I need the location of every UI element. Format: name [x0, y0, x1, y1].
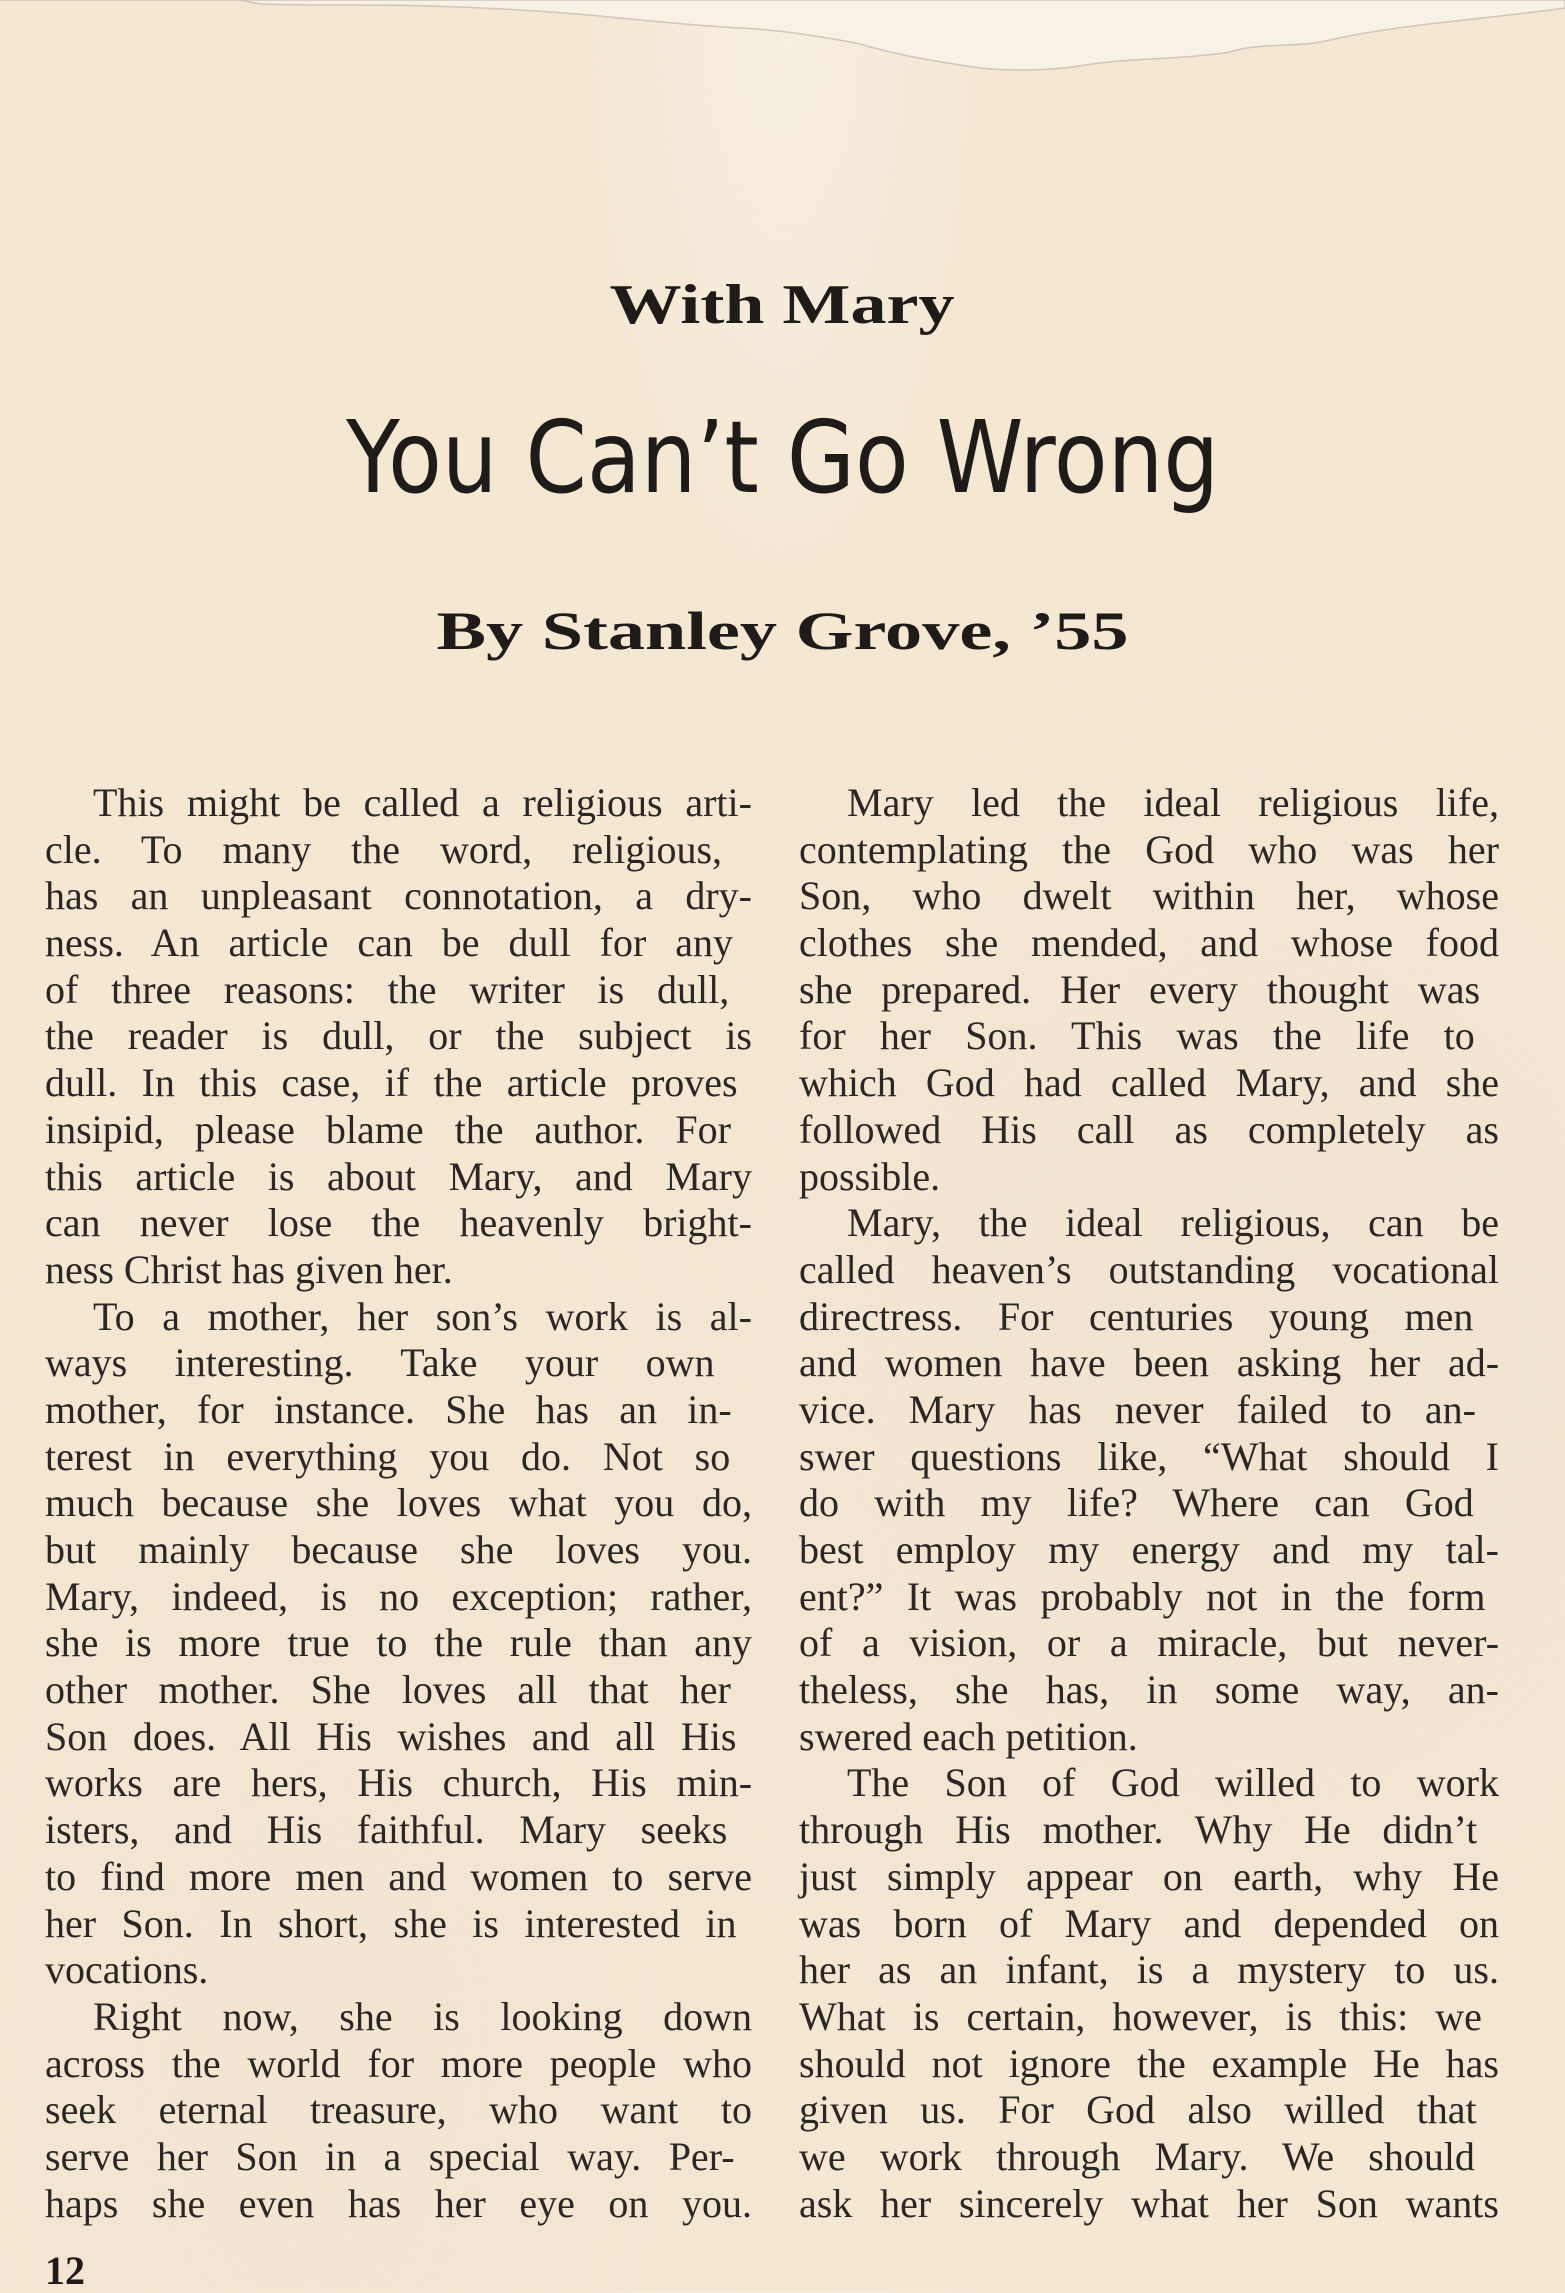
text-line [45, 1387, 752, 1434]
line-text: Mary, indeed, is no exception; rather, [45, 1573, 753, 1619]
text-line [799, 1154, 1499, 1201]
text-line [799, 920, 1499, 967]
line-text: just simply appear on earth, why He [799, 1853, 1500, 1899]
text-line [799, 1480, 1499, 1527]
text-line [799, 1714, 1499, 1761]
text-line [799, 1854, 1499, 1901]
text-line [45, 1060, 752, 1107]
text-line [45, 873, 752, 920]
line-text: she prepared. Her every thought was [799, 966, 1481, 1012]
article-byline [0, 596, 1565, 666]
text-line [45, 1154, 752, 1201]
text-line [45, 1200, 752, 1247]
line-text: isters, and His faithful. Mary seeks [45, 1807, 728, 1853]
text-line [799, 1667, 1499, 1714]
text-line [45, 1714, 752, 1761]
text-line [799, 1387, 1499, 1434]
line-text: clothes she mended, and whose food [799, 920, 1499, 966]
text-line [45, 1901, 752, 1948]
line-text: Mary led the ideal religious life, [847, 780, 1499, 825]
line-text: possible. [799, 1153, 941, 1199]
text-line [799, 967, 1499, 1014]
text-line [799, 2041, 1499, 2088]
kicker-text: With Mary [610, 274, 955, 336]
text-line [799, 2181, 1499, 2228]
text-line [799, 1901, 1499, 1948]
text-line [45, 967, 752, 1014]
text-line [45, 1620, 752, 1667]
line-text: called heaven’s outstanding vocational [799, 1246, 1499, 1292]
line-text: through His mother. Why He didn’t [799, 1807, 1478, 1853]
line-text: she is more true to the rule than any [45, 1620, 753, 1666]
line-text: the reader is dull, or the subject is [45, 1013, 753, 1059]
line-text: terest in everything you do. Not so [45, 1433, 731, 1479]
line-text: swered each petition. [799, 1713, 1138, 1759]
text-line [799, 1013, 1499, 1060]
line-text: should not ignore the example He has [799, 2040, 1499, 2086]
text-line [45, 1994, 752, 2041]
line-text: Son does. All His wishes and all His [45, 1713, 737, 1759]
text-line [45, 1294, 752, 1341]
torn-paper-edge [0, 0, 1565, 90]
line-text: haps she even has her eye on you. [45, 2180, 752, 2226]
text-line [799, 1760, 1499, 1807]
line-text: but mainly because she loves you. [45, 1527, 752, 1572]
line-text: vocations. [45, 1947, 209, 1993]
line-text: cle. To many the word, religious, [45, 826, 723, 872]
line-text: do with my life? Where can God [799, 1480, 1474, 1526]
line-text: insipid, please blame the author. For [45, 1106, 731, 1152]
line-text: this article is about Mary, and Mary [45, 1153, 752, 1199]
line-text: The Son of God willed to work [847, 1760, 1499, 1806]
line-text: best employ my energy and my tal- [799, 1527, 1499, 1572]
text-line [799, 1340, 1499, 1387]
text-line [799, 1107, 1499, 1154]
text-line [799, 827, 1499, 874]
line-text: Right now, she is looking down [93, 1993, 753, 2039]
text-line [799, 1434, 1499, 1481]
line-text: other mother. She loves all that her [45, 1667, 731, 1713]
line-text: has an unpleasant connotation, a dry- [45, 873, 752, 919]
line-text: we work through Mary. We should [799, 2133, 1475, 2179]
text-line [799, 1060, 1499, 1107]
line-text: ask her sincerely what her Son wants [799, 2180, 1499, 2226]
article-title [0, 398, 1565, 518]
text-line [45, 920, 752, 967]
line-text: followed His call as completely as [799, 1106, 1499, 1152]
text-line [799, 1947, 1499, 1994]
text-line [799, 1527, 1499, 1574]
text-line [45, 1854, 752, 1901]
title-text: You Can’t Go Wrong [345, 399, 1220, 516]
text-line [45, 2041, 752, 2088]
page-number: 12 [45, 2248, 85, 2293]
article-kicker [0, 270, 1565, 340]
text-line [799, 1247, 1499, 1294]
text-line [45, 1013, 752, 1060]
text-line [799, 2134, 1499, 2181]
text-line [45, 1340, 752, 1387]
line-text: which God had called Mary, and she [799, 1060, 1500, 1106]
line-text: can never lose the heavenly bright- [45, 1200, 752, 1246]
text-line [799, 873, 1499, 920]
text-line [799, 1294, 1499, 1341]
line-text: of a vision, or a miracle, but never- [799, 1620, 1500, 1666]
text-line [799, 780, 1499, 827]
line-text: her Son. In short, she is interested in [45, 1900, 737, 1946]
text-line [45, 2181, 752, 2228]
text-line [45, 1807, 752, 1854]
line-text: and women have been asking her ad- [799, 1340, 1500, 1386]
text-line [799, 1994, 1499, 2041]
text-line [799, 1620, 1499, 1667]
line-text: to find more men and women to serve [45, 1853, 753, 1899]
line-text: mother, for instance. She has an in- [45, 1386, 732, 1432]
line-text: Son, who dwelt within her, whose [799, 873, 1500, 919]
body-column-left [45, 780, 752, 2227]
line-text: seek eternal treasure, who want to [45, 2087, 753, 2133]
line-text: contemplating the God who was her [799, 826, 1499, 872]
text-line [799, 1200, 1499, 1247]
body-column-right [799, 780, 1499, 2227]
text-line [45, 2087, 752, 2134]
line-text: directress. For centuries young men [799, 1293, 1474, 1339]
text-line [45, 2134, 752, 2181]
line-text: her as an infant, is a mystery to us. [799, 1947, 1499, 1993]
text-line [799, 2087, 1499, 2134]
line-text: works are hers, His church, His min- [45, 1760, 753, 1806]
line-text: for her Son. This was the life to [799, 1013, 1475, 1059]
line-text: much because she loves what you do, [45, 1480, 752, 1526]
text-line [45, 1574, 752, 1621]
line-text: given us. For God also willed that [799, 2087, 1477, 2133]
line-text: What is certain, however, is this: we [799, 1993, 1482, 2039]
text-line [799, 1807, 1499, 1854]
line-text: of three reasons: the writer is dull, [45, 966, 730, 1012]
text-line [45, 1247, 752, 1294]
line-text: Mary, the ideal religious, can be [847, 1200, 1499, 1246]
line-text: ways interesting. Take your own [45, 1340, 715, 1386]
text-line [799, 1574, 1499, 1621]
line-text: across the world for more people who [45, 2040, 752, 2086]
text-line [45, 1480, 752, 1527]
text-line [45, 1527, 752, 1574]
line-text: swer questions like, “What should I [799, 1433, 1499, 1479]
line-text: ness. An article can be dull for any [45, 920, 734, 966]
line-text: ent?” It was probably not in the form [799, 1573, 1486, 1619]
text-line [45, 1947, 752, 1994]
line-text: vice. Mary has never failed to an- [799, 1386, 1476, 1432]
byline-text: By Stanley Grove, ’55 [436, 601, 1129, 661]
text-line [45, 1667, 752, 1714]
line-text: serve her Son in a special way. Per- [45, 2133, 735, 2179]
line-text: was born of Mary and depended on [799, 1900, 1500, 1946]
line-text: theless, she has, in some way, an- [799, 1667, 1499, 1713]
line-text: dull. In this case, if the article proves [45, 1060, 738, 1106]
text-line [45, 1760, 752, 1807]
text-line [45, 827, 752, 874]
line-text: ness Christ has given her. [45, 1246, 453, 1292]
text-line [45, 1107, 752, 1154]
line-text: This might be called a religious arti- [93, 780, 752, 825]
line-text: To a mother, her son’s work is al- [93, 1293, 752, 1339]
text-line [45, 780, 752, 827]
text-line [45, 1434, 752, 1481]
